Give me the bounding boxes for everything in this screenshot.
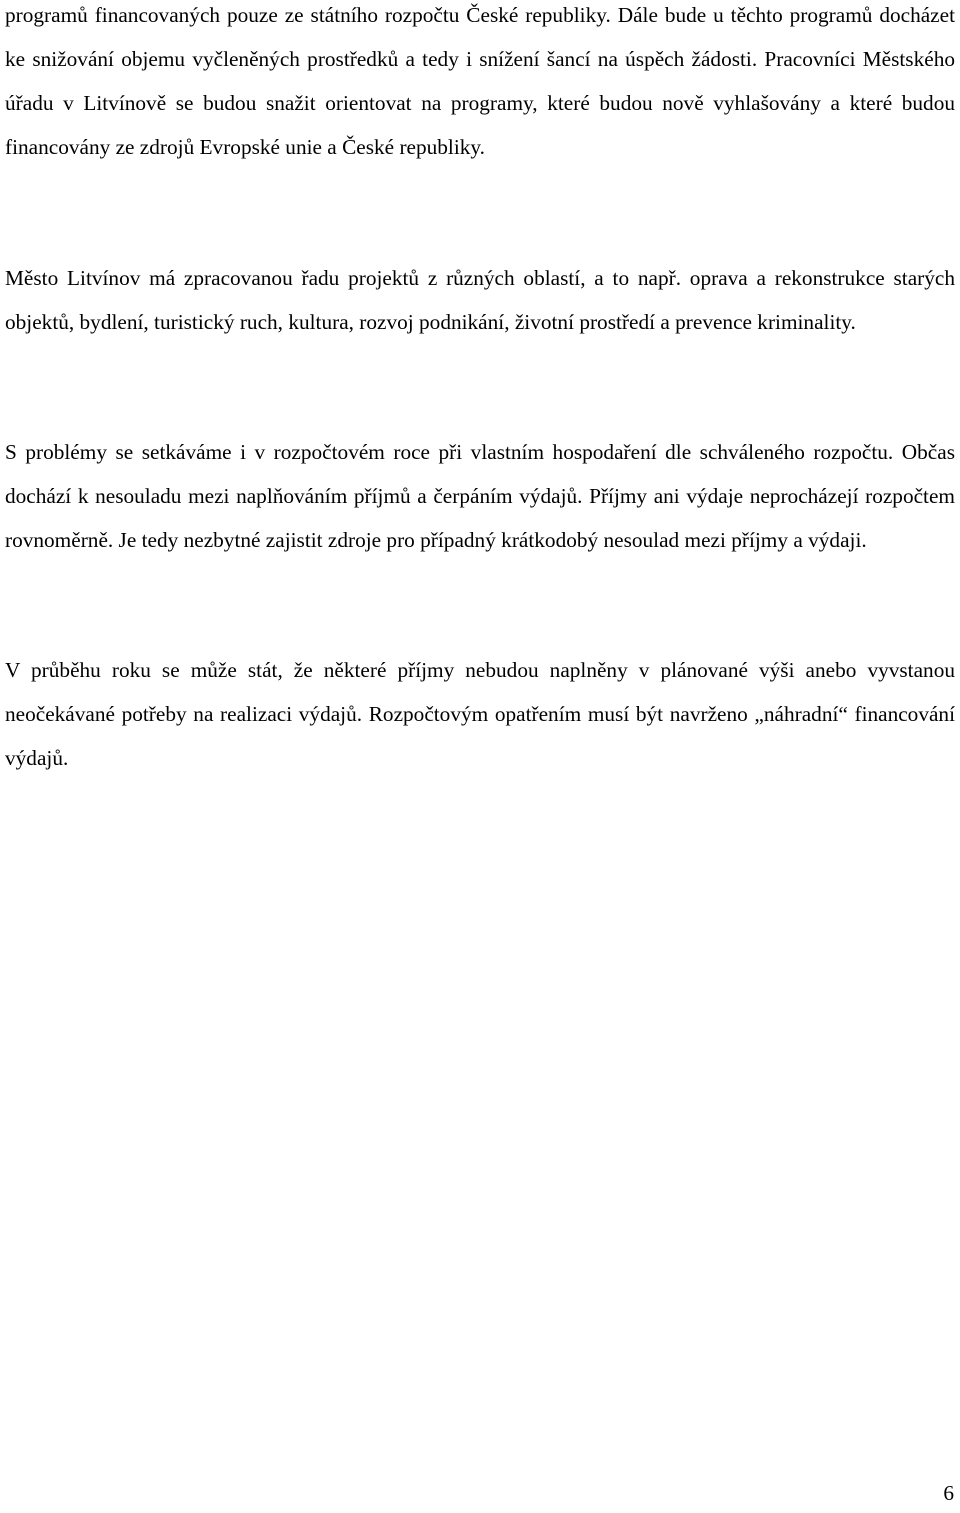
- paragraph-budget-measures: V průběhu roku se může stát, že některé příjmy nebudou naplněny v plánované výši anebo vyvstanou neočekávané potřeby na realizaci výdajů. Rozpočtovým opatřením musí být navrženo „náhradní“ financování výdajů.: [5, 658, 955, 770]
- paragraph-city-projects: Město Litvínov má zpracovanou řadu projektů z různých oblastí, a to např. oprava a rekonstrukce starých objektů, bydlení, turistický ruch, kultura, rozvoj podnikání, životní prostředí a prevence kriminality.: [5, 266, 955, 334]
- paragraph-budget-problems: S problémy se setkáváme i v rozpočtovém roce při vlastním hospodaření dle schváleného rozpočtu. Občas dochází k nesouladu mezi naplňováním příjmů a čerpáním výdajů. Příjmy ani výdaje neprocházejí rozpočtem rovnoměrně. Je tedy nezbytné zajistit zdroje pro případný krátkodobý nesoulad mezi příjmy a výdaji.: [5, 440, 955, 552]
- paragraph-grant-programs: programů financovaných pouze ze státního rozpočtu České republiky. Dále bude u těchto programů docházet ke snižování objemu vyčleněných prostředků a tedy i snížení šancí na úspěch žádosti. Pracovníci Městského úřadu v Litvínově se budou snažit orientovat na programy, které budou nově vyhlašovány a které budou financovány ze zdrojů Evropské unie a České republiky.: [5, 3, 955, 159]
- page-number: 6: [943, 1481, 954, 1505]
